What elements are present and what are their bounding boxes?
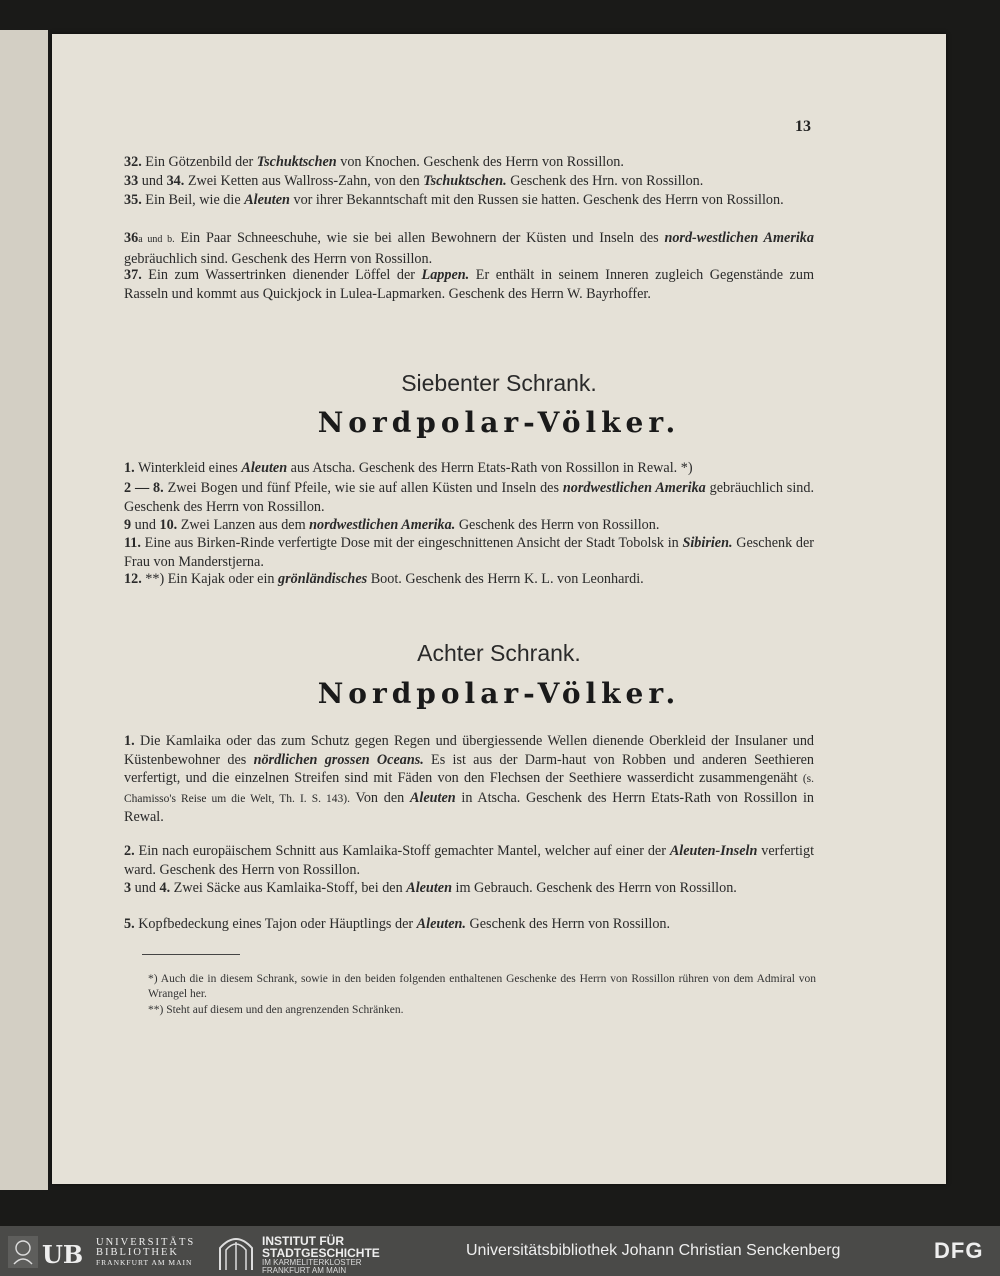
entry-text: **) Ein Kajak oder ein grönländisches Boot. Geschenk des Herrn K. L. von Leonhardi. [145, 571, 644, 587]
isg-line-3: IM KARMELITERKLOSTER [262, 1258, 362, 1267]
entry-number: 11. [124, 535, 141, 551]
isg-line-1: INSTITUT FÜR [262, 1234, 344, 1248]
isg-arch-icon[interactable] [216, 1234, 256, 1270]
entry-text: Ein Beil, wie die Aleuten vor ihrer Bekanntschaft mit den Russen sie hatten. Geschenk des Herrn von Rossillon. [145, 192, 784, 208]
ub-mark: UB [42, 1240, 84, 1268]
page-number: 13 [795, 118, 811, 135]
entry-7-12 [124, 570, 814, 589]
library-name-link[interactable]: Universitätsbibliothek Johann Christian Senckenberg [466, 1242, 841, 1259]
isg-line-2: STADTGESCHICHTE [262, 1246, 380, 1260]
entry-number: 3 und 4. [124, 880, 171, 896]
entry-text: Zwei Ketten aus Wallross-Zahn, von den Tschuktschen. Geschenk des Hrn. von Rossillon. [187, 173, 704, 189]
entry-35 [124, 191, 814, 210]
ub-name [96, 1238, 195, 1268]
entry-text: Die Kamlaika oder das zum Schutz gegen Regen und übergiessende Wellen dienende Oberkleid der Insulaner und Küstenbewohner des nördlichen grossen Oceans. Es ist aus der Darm-haut von Robben und anderen Seethieren verfertigt, und die einzelnen Streifen sind mit Fäden von den Flechsen der Seethiere wasserdicht zusammengenäht (s. Chamisso's Reise um die Welt, Th. I. S. 143). Von den Aleuten in Atscha. Geschenk des Herrn Etats-Rath von Rossillon in Rewal. [124, 733, 815, 826]
entry-number: 35. [124, 192, 142, 208]
section-subheading-nordpolar: Nordpolar-Völker. [317, 406, 681, 439]
entry-text: Eine aus Birken-Rinde verfertigte Dose mit der eingeschnittenen Ansicht der Stadt Tobolsk in Sibirien. Geschenk der Frau von Manderstjerna. [124, 535, 814, 570]
entry-8-2 [124, 842, 814, 879]
entry-text: Ein Götzenbild der Tschuktschen von Knochen. Geschenk des Herrn von Rossillon. [145, 154, 624, 170]
entry-8-5 [124, 915, 814, 934]
entry-text: Ein zum Wassertrinken dienender Löffel der Lappen. Er enthält in seinem Inneren zugleich Gegenstände zum Rasseln und kommt aus Quickjock in Lulea-Lapmarken. Geschenk des Herrn W. Bayrhoffer. [124, 267, 814, 302]
entry-text: Ein nach europäischem Schnitt aus Kamlaika-Stoff gemachter Mantel, welcher auf einer der Aleuten-Inseln verfertigt ward. Geschenk des Herrn von Rossillon. [124, 843, 815, 878]
entry-37 [124, 266, 814, 303]
entry-32 [124, 153, 814, 172]
viewer-footer [0, 1226, 1000, 1276]
entry-8-1 [124, 732, 814, 827]
entry-8-3-4 [124, 879, 814, 898]
entry-number: 9 und 10. [124, 517, 178, 533]
entry-number: 32. [124, 154, 142, 170]
entry-text: Zwei Säcke aus Kamlaika-Stoff, bei den Aleuten im Gebrauch. Geschenk des Herrn von Rossillon. [173, 880, 737, 896]
ub-line-3: FRANKFURT AM MAIN [96, 1258, 193, 1267]
entry-text: Kopfbedeckung eines Tajon oder Häuptlings der Aleuten. Geschenk des Herrn von Rossillon. [138, 916, 671, 932]
footnote-2: **) Steht auf diesem und den angrenzenden Schränken. [148, 1004, 404, 1016]
ub-line-1: UNIVERSITÄTS [96, 1237, 196, 1248]
entry-number: 36a und b. [124, 230, 175, 246]
entry-text: Zwei Lanzen aus dem nordwestlichen Amerika. Geschenk des Herrn von Rossillon. [180, 517, 660, 533]
entry-text: Winterkleid eines Aleuten aus Atscha. Geschenk des Herrn Etats-Rath von Rossillon in Rewal. *) [137, 460, 693, 476]
section-heading-siebenter: Siebenter Schrank. [401, 370, 597, 396]
ub-line-2: BIBLIOTHEK [96, 1247, 179, 1258]
isg-subtitle [262, 1259, 362, 1275]
entry-7-9-10 [124, 516, 814, 535]
entry-text: Ein Paar Schneeschuhe, wie sie bei allen Bewohnern der Küsten und Inseln des nord-westlichen Amerika gebräuchlich sind. Geschenk des Herrn von Rossillon. [124, 230, 814, 267]
entry-number: 1. [124, 460, 135, 476]
entry-36 [124, 229, 814, 268]
section-heading-achter: Achter Schrank. [417, 640, 581, 666]
entry-number: 2. [124, 843, 135, 859]
entry-number: 37. [124, 267, 142, 283]
footnote-1: *) Auch die in diesem Schrank, sowie in den beiden folgenden enthaltenen Geschenke des Herrn von Rossillon rühren von dem Admiral von Wrangel her. [148, 973, 816, 1000]
entry-number: 12. [124, 571, 142, 587]
entry-7-11 [124, 534, 814, 571]
entry-7-1 [124, 459, 814, 478]
entry-text: Zwei Bogen und fünf Pfeile, wie sie auf allen Küsten und Inseln des nordwestlichen Amerika gebräuchlich sind. Geschenk des Herrn von Rossillon. [124, 480, 815, 515]
entry-number: 5. [124, 916, 135, 932]
facing-page-edge [0, 30, 48, 1190]
isg-name [262, 1235, 380, 1259]
section-subheading-nordpolar: Nordpolar-Völker. [317, 677, 681, 710]
entry-number: 33 und 34. [124, 173, 185, 189]
isg-line-4: FRANKFURT AM MAIN [262, 1266, 347, 1275]
entry-number: 2 — 8. [124, 480, 164, 496]
footnote-rule [142, 954, 240, 955]
entry-33-34 [124, 172, 814, 191]
entry-7-2-8 [124, 479, 814, 516]
entry-number: 1. [124, 733, 135, 749]
dfg-logo[interactable]: DFG [934, 1238, 984, 1263]
ub-logo-icon[interactable] [8, 1236, 88, 1268]
